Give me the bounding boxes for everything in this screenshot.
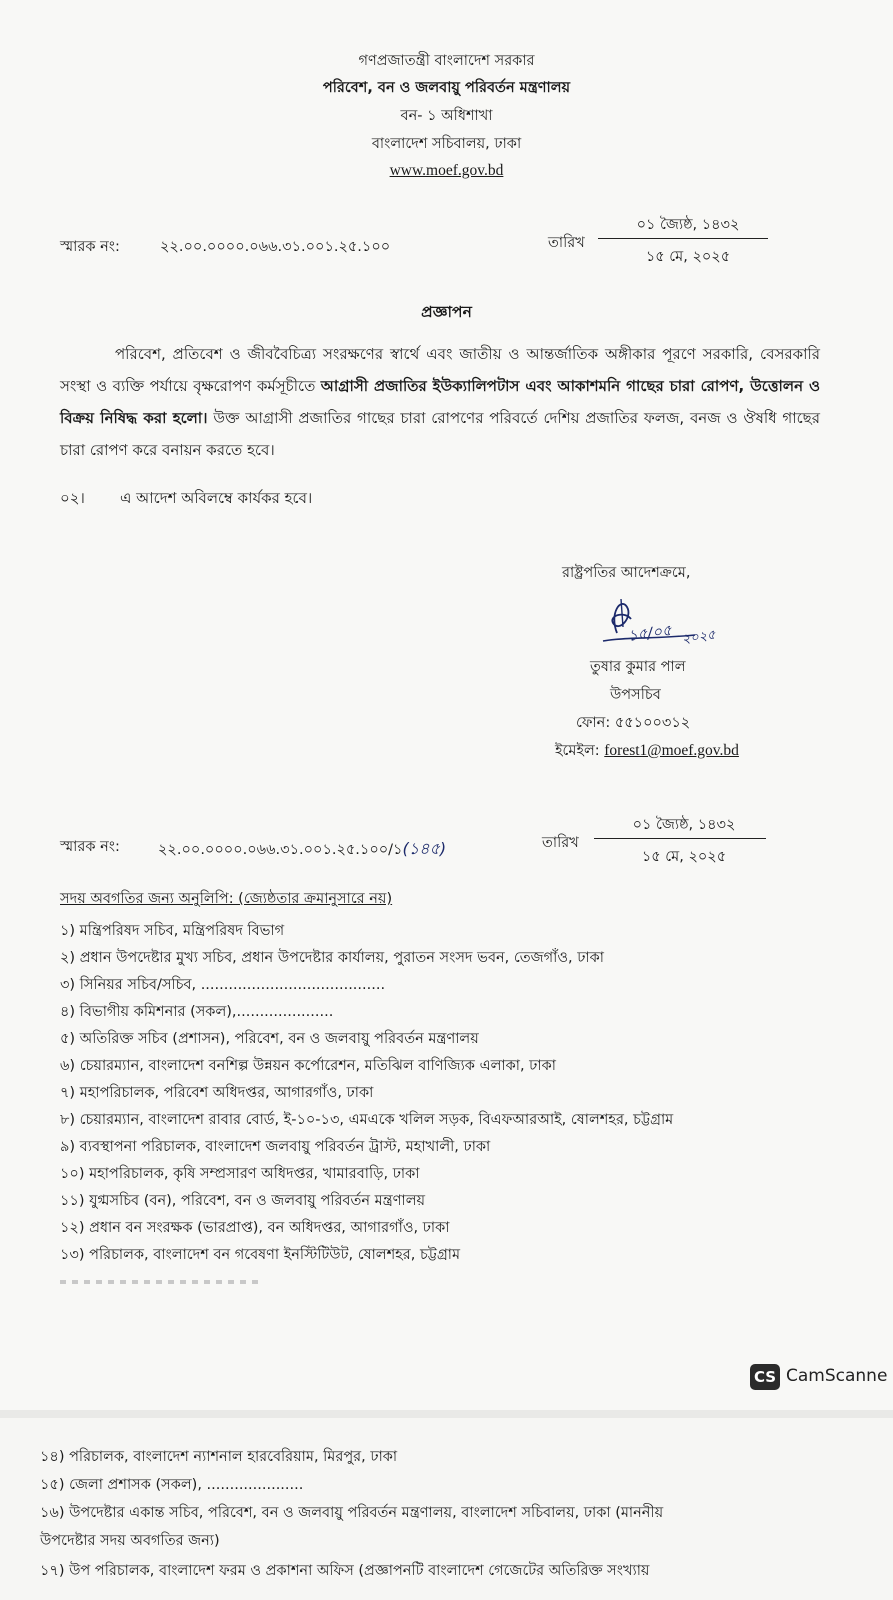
website-row xyxy=(0,162,893,180)
list-item: ১০) মহাপরিচালক, কৃষি সম্প্রসারণ অধিদপ্তর, খামারবাড়ি, ঢাকা xyxy=(60,1166,420,1182)
memo2-handwritten-count: (১৪৫) xyxy=(402,839,447,858)
list-item: ৯) ব্যবস্থাপনা পরিচালক, বাংলাদেশ জলবায়ু পরিবর্তন ট্রাস্ট, মহাখালী, ঢাকা xyxy=(60,1139,491,1155)
list-item: ৪) বিভাগীয় কমিশনার (সকল),..................... xyxy=(60,1004,334,1020)
signatory-name: তুষার কুমার পাল xyxy=(590,659,686,675)
phone-label: ফোন: xyxy=(576,715,611,731)
list-item-continuation: উপদেষ্টার সদয় অবগতির জন্য) xyxy=(40,1533,220,1549)
government-name: গণপ্রজাতন্ত্রী বাংলাদেশ সরকার xyxy=(358,53,535,69)
list-item: ৩) সিনিয়র সচিব/সচিব, ........................................ xyxy=(60,977,386,993)
list-item: ১১) যুগ্মসচিব (বন), পরিবেশ, বন ও জলবায়ু পরিবর্তন মন্ত্রণালয় xyxy=(60,1193,426,1209)
list-item: ২) প্রধান উপদেষ্টার মুখ্য সচিব, প্রধান উপদেষ্টার কার্যালয়, পুরাতন সংসদ ভবন, তেজগাঁও, ঢাকা xyxy=(60,950,604,966)
list-item: ১৭) উপ পরিচালক, বাংলাদেশ ফরম ও প্রকাশনা অফিস (প্রজ্ঞাপনটি বাংলাদেশ গেজেটের অতিরিক্ত সংখ্যায় xyxy=(40,1563,650,1579)
list-item: ৫) অতিরিক্ত সচিব (প্রশাসন), পরিবেশ, বন ও জলবায়ু পরিবর্তন মন্ত্রণালয় xyxy=(60,1031,479,1047)
date-divider xyxy=(598,238,768,239)
document-title: প্রজ্ঞাপন xyxy=(421,303,472,321)
branch-name: বন- ১ অধিশাখা xyxy=(400,108,493,124)
ministry-name: পরিবেশ, বন ও জলবায়ু পরিবর্তন মন্ত্রণালয় xyxy=(322,80,571,96)
phone-row xyxy=(576,712,690,736)
document-page-2 xyxy=(0,1418,893,1600)
memo2-date-bangla: ০১ জ্যৈষ্ঠ, ১৪৩২ xyxy=(632,817,736,833)
date-label: তারিখ xyxy=(548,235,585,251)
notification-body xyxy=(60,338,820,466)
list-item: ৬) চেয়ারম্যান, বাংলাদেশ বনশিল্প উন্নয়ন কর্পোরেশন, মতিঝিল বাণিজ্যিক এলাকা, ঢাকা xyxy=(60,1058,556,1074)
clause-text: এ আদেশ অবিলম্বে কার্যকর হবে। xyxy=(120,489,313,507)
list-item: ১৪) পরিচালক, বাংলাদেশ ন্যাশনাল হারবেরিয়াম, মিরপুর, ঢাকা xyxy=(40,1449,398,1465)
body-text-intro: পরিবেশ, প্রতিবেশ ও জীববৈচিত্র্য সংরক্ষণের স্বার্থে এবং জাতীয় ও আন্তর্জাতিক অঙ্গীকার পূরণে সরকারি, বেসরকারি সংস্থা ও ব্যক্তি পর্যায়ে বৃক্ষরোপণ কর্মসূচীতে xyxy=(60,345,820,395)
memo2-date-label: তারিখ xyxy=(542,835,579,851)
distribution-heading: সদয় অবগতির জন্য অনুলিপি: (জ্যেষ্ঠতার ক্রমানুসারে নয়) xyxy=(60,891,393,907)
list-item: ১২) প্রধান বন সংরক্ষক (ভারপ্রাপ্ত), বন অধিদপ্তর, আগারগাঁও, ঢাকা xyxy=(60,1220,450,1236)
website-link[interactable]: www.moef.gov.bd xyxy=(389,162,504,179)
secretariat-address: বাংলাদেশ সচিবালয়, ঢাকা xyxy=(371,136,522,152)
signatory-designation: উপসচিব xyxy=(610,687,661,703)
signature-initials-date: ১৫/০৫ xyxy=(626,621,673,645)
presidential-order: রাষ্ট্রপতির আদেশক্রমে, xyxy=(562,565,691,581)
memo2-number: ২২.০০.০০০০.০৬৬.৩১.০০১.২৫.১০০/১ xyxy=(158,842,403,858)
list-item: ৭) মহাপরিচালক, পরিবেশ অধিদপ্তর, আগারগাঁও, ঢাকা xyxy=(60,1085,374,1101)
date-bangla-calendar: ০১ জ্যৈষ্ঠ, ১৪৩২ xyxy=(636,217,740,233)
signature-year: ২০২৫ xyxy=(680,627,717,648)
body-text-ban: আগ্রাসী প্রজাতির ইউক্যালিপটাস এবং আকাশমনি গাছের চারা রোপণ, উত্তোলন ও বিক্রয় নিষিদ্ধ করা হলো। xyxy=(60,377,820,427)
date-gregorian: ১৫ মে, ২০২৫ xyxy=(645,249,731,265)
memo2-label: স্মারক নং: xyxy=(60,839,120,855)
cut-off-line xyxy=(60,1280,260,1284)
email-row xyxy=(555,740,739,764)
phone-number: ৫৫১০০৩১২ xyxy=(614,715,691,731)
clause-number: ০২। xyxy=(60,489,85,507)
memo2-date-gregorian: ১৫ মে, ২০২৫ xyxy=(641,849,727,865)
camscanner-watermark-text: CamScanne xyxy=(786,1366,888,1386)
memo-number: ২২.০০.০০০০.০৬৬.৩১.০০১.২৫.১০০ xyxy=(160,239,391,255)
memo-label: স্মারক নং: xyxy=(60,239,120,255)
camscanner-logo-icon: CS xyxy=(750,1364,780,1390)
memo2-date-divider xyxy=(594,838,766,839)
list-item: ১৬) উপদেষ্টার একান্ত সচিব, পরিবেশ, বন ও জলবায়ু পরিবর্তন মন্ত্রণালয়, বাংলাদেশ সচিবালয়, ঢাকা (মাননীয় xyxy=(40,1505,664,1521)
list-item: ১৩) পরিচালক, বাংলাদেশ বন গবেষণা ইনস্টিটিউট, ষোলশহর, চট্টগ্রাম xyxy=(60,1247,461,1263)
list-item: ১৫) জেলা প্রশাসক (সকল), ..................... xyxy=(40,1477,304,1493)
list-item: ১) মন্ত্রিপরিষদ সচিব, মন্ত্রিপরিষদ বিভাগ xyxy=(60,923,285,939)
email-label: ইমেইল: xyxy=(555,743,600,759)
body-text-instruction: উক্ত আগ্রাসী প্রজাতির গাছের চারা রোপণের পরিবর্তে দেশিয় প্রজাতির ফলজ, বনজ ও ঔষধি গাছের চারা রোপণ করে বনায়ন করতে হবে। xyxy=(60,409,820,459)
memo2-number-row xyxy=(158,836,446,863)
list-item: ৮) চেয়ারম্যান, বাংলাদেশ রাবার বোর্ড, ই-১০-১৩, এমএকে খলিল সড়ক, বিএফআরআই, ষোলশহর, চট্টগ্রাম xyxy=(60,1112,674,1128)
email-link[interactable]: forest1@moef.gov.bd xyxy=(604,742,739,759)
